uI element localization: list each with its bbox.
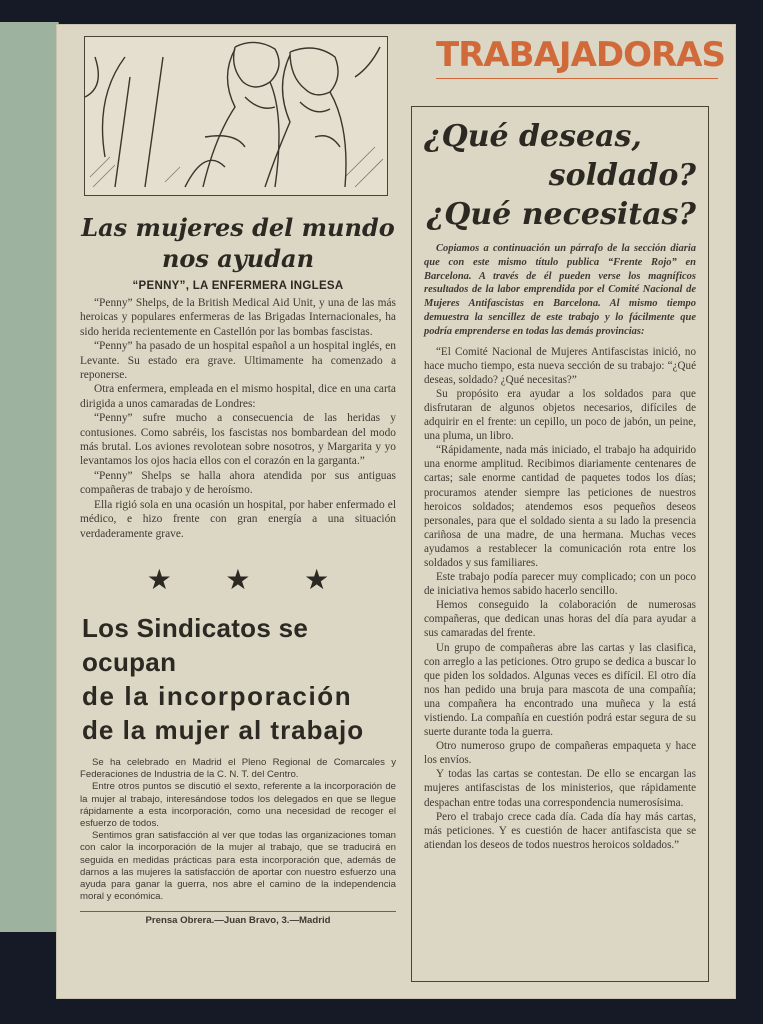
paragraph: Otro numeroso grupo de compañeras empaqueta y hace los envíos. bbox=[424, 740, 696, 767]
paragraph: “Penny” sufre mucho a consecuencia de las heridas y contusiones. Como sabréis, los fascistas nos bombardean del modo más brutal. Los aviones revolotean sobre nosotros, y Margarita y yo levantamos los ojos hacia ellos con el corazón en la garganta.” bbox=[80, 412, 396, 468]
paragraph: Otra enfermera, empleada en el mismo hospital, dice en una carta dirigida a unos camaradas de Londres: bbox=[80, 383, 396, 410]
left-column bbox=[80, 36, 396, 926]
paragraph: Este trabajo podía parecer muy complicado; con un poco de iniciativa hemos sabido hacerlo sencillo. bbox=[424, 571, 696, 598]
title-line: Los Sindicatos se ocupan bbox=[82, 612, 309, 677]
paragraph: Hemos conseguido la colaboración de numerosas compañeras, que dedican unas horas del día para ayudar a sus camaradas del frente. bbox=[424, 599, 696, 640]
folder-edge bbox=[0, 22, 59, 932]
paragraph: Su propósito era ayudar a los soldados para que disfrutaran de algunos objetos necesarios, difíciles de adquirir en el frente: un cepillo, un poco de jabón, un peine, una pluma, un libro. bbox=[424, 387, 696, 443]
masthead: TRABAJADORAS bbox=[436, 32, 718, 79]
paragraph: “Rápidamente, nada más iniciado, el trabajo ha adquirido una enorme amplitud. Recibimos diariamente centenares de cartas; sale enorme cantidad de paquetes todos los días; procuramos atender siempre las peticiones de nuestros heroicos soldados; atendemos esos pequeños deseos personales, para que el soldado sienta a su lado la presencia cariñosa de una madre, de una hermana. Muchas veces ayudamos a restablecer la comunicación rota entre los soldados y sus familiares. bbox=[424, 444, 696, 569]
paragraph: Un grupo de compañeras abre las cartas y las clasifica, con arreglo a las peticiones. Otro grupo se dedica a buscar lo que piden los soldados. Algunas veces es difícil. El otro día nos han pedido una bruja para mascota de una compañía; una compañera ha encontrado una muñeca y la está vistiendo. La compañía en cuestión podrá estar segura de su suerte durante toda la guerra. bbox=[424, 641, 696, 739]
paragraph: “Penny” ha pasado de un hospital español a un hospital inglés, en Levante. Su estado era grave. Ultimamente ha comenzado a reponerse. bbox=[80, 340, 396, 382]
article2-title bbox=[82, 611, 396, 747]
article3-title bbox=[424, 117, 696, 234]
article1-body bbox=[80, 296, 396, 541]
title-line: soldado? bbox=[548, 158, 696, 193]
title-line: de la incorporación bbox=[82, 680, 353, 711]
paragraph: Se ha celebrado en Madrid el Pleno Regional de Comarcales y Federaciones de Industria de la C. N. T. del Centro. bbox=[80, 756, 396, 781]
article3-intro: Copiamos a continuación un párrafo de la sección diaria que con este mismo título publica “Frente Rojo” en Barcelona. A través de él pueden verse los magníficos resultados de la labor emprendida por el Comité Nacional de Mujeres Antifascistas en Barcelona. Al mismo tiempo demuestra la sencillez de este trabajo y lo fácilmente que podría emprenderse en todas las demás provincias: bbox=[424, 243, 696, 337]
article1-subtitle: “PENNY”, LA ENFERMERA INGLESA bbox=[132, 280, 344, 292]
star-divider bbox=[120, 563, 356, 597]
star-icon: ★ bbox=[146, 564, 172, 596]
paragraph: “Penny” Shelps, de la British Medical Aid Unit, y una de las más heroicas y populares enfermeras de las Brigadas Internacionales, ha sido herida recientemente en Castellón por las bombas fascistas. bbox=[80, 297, 396, 338]
paragraph: “El Comité Nacional de Mujeres Antifascistas inició, no hace mucho tiempo, esta nueva sección de su trabajo: “¿Qué deseas, soldado? ¿Qué necesitas?” bbox=[424, 345, 696, 386]
paragraph: Pero el trabajo crece cada día. Cada día hay más cartas, más peticiones. Y es cuestión de hacer antifascista que se atiendan los deseos de todos nuestros heroicos soldados.” bbox=[424, 810, 696, 851]
star-icon: ★ bbox=[304, 564, 330, 596]
article2-body bbox=[80, 757, 396, 903]
newspaper-page bbox=[56, 24, 736, 999]
imprint-footer: Prensa Obrera.—Juan Bravo, 3.—Madrid bbox=[80, 911, 396, 926]
article3-body bbox=[424, 345, 696, 852]
right-column bbox=[411, 106, 709, 982]
star-icon: ★ bbox=[225, 564, 251, 596]
paragraph: Entre otros puntos se discutió el sexto, referente a la incorporación de la mujer al trabajo, interesándose todos los delegados en que se llegue rápidamente a esta incorporación, como una necesidad de recoger el esfuerzo de todos. bbox=[80, 781, 396, 829]
article1-title: Las mujeres del mundo nos ayudan bbox=[81, 213, 395, 273]
title-line: de la mujer al trabajo bbox=[82, 714, 365, 745]
nurse-illustration bbox=[84, 36, 388, 196]
title-line: ¿Qué deseas, bbox=[424, 119, 642, 154]
paragraph: Y todas las cartas se contestan. De ello se encargan las mujeres antifascistas de los ministerios, que rápidamente despachan entre todas una correspondencia numerosísima. bbox=[424, 768, 696, 809]
paragraph: “Penny” Shelps se halla ahora atendida por sus antiguas compañeras de trabajo y de heroísmo. bbox=[80, 469, 396, 497]
title-line: ¿Qué necesitas? bbox=[426, 197, 696, 232]
paragraph: Sentimos gran satisfacción al ver que todas las organizaciones toman con calor la incorporación de la mujer al trabajo, que se traducirá en seguida en medidas prácticas para esta incorporación que, además de darnos a las mujeres la satisfacción de aportar con nuestro esfuerzo una ayuda para ganar la guerra, nos abre el camino de la independencia moral y económica. bbox=[80, 830, 396, 903]
paragraph: Ella rigió sola en una ocasión un hospital, por haber enfermado el médico, e hizo frente con gran energía a una situación verdaderamente grave. bbox=[80, 498, 396, 540]
